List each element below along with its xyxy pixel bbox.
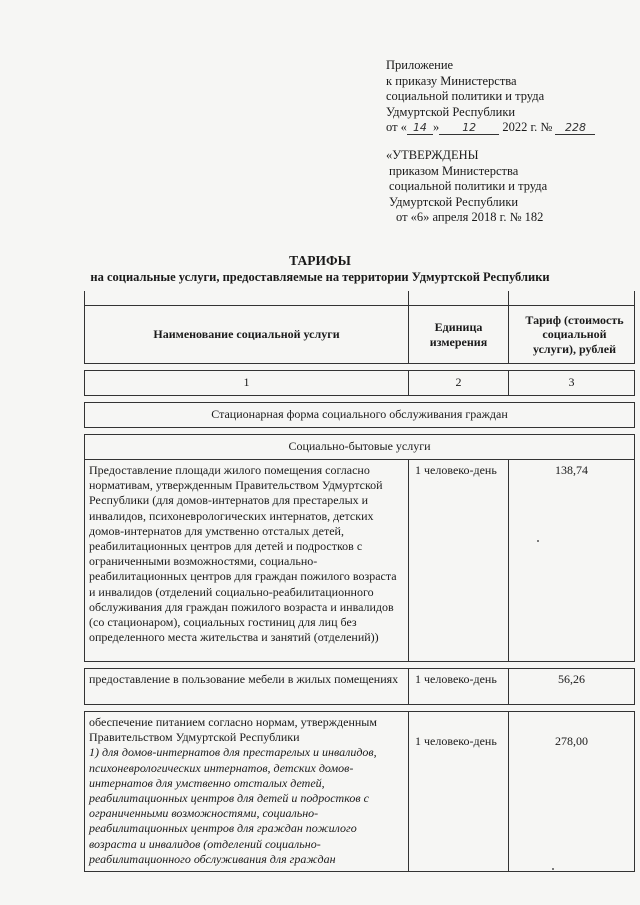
- col-number-3: 3: [509, 371, 635, 396]
- date-mid: »: [432, 120, 440, 134]
- row-service-name: Предоставление площади жилого помещения согласно нормативам, утвержденным Правительством Удмуртской Республики (для домов-интернатов для престарелых и инвалидов, психоневрологических интернатов, детских домов-интернатов для умственно отсталых детей, реабилитационных центров для детей и подростков с ограниченными возможностями, социально-реабилитационных центров для граждан пожилого возраста и инвалидов (отделений социально-реабилитационного обслуживания для граждан пожилого возраста и инвалидов (со стационаром), социальных гостиниц для лиц без определенного места жительства и занятий (отделений)): [85, 460, 409, 662]
- approved-line: от «6» апреля 2018 г. № 182: [396, 210, 544, 224]
- handwritten-day: 14: [407, 122, 433, 135]
- row-tariff: 138,74: [509, 460, 635, 662]
- table-top-edge: [85, 291, 635, 306]
- section-row: [85, 435, 635, 460]
- col-number-2: 2: [409, 371, 509, 396]
- header-service-name: Наименование социальной услуги: [85, 306, 409, 364]
- scan-speck: [552, 868, 554, 870]
- appendix-date-line: [386, 120, 595, 136]
- appendix-line: к приказу Министерства: [386, 73, 517, 88]
- appendix-line: социальной политики и труда: [386, 89, 545, 103]
- row-unit: 1 человеко-день: [409, 712, 509, 872]
- row-service-name: предоставление в пользование мебели в жилых помещениях: [85, 669, 409, 705]
- header-unit: Единица измерения: [409, 306, 509, 364]
- table-gap: [85, 396, 635, 403]
- row-tariff: 56,26: [509, 669, 635, 705]
- appendix-line: Приложение: [386, 58, 454, 72]
- row-unit: 1 человеко-день: [409, 460, 509, 662]
- appendix-block: [386, 58, 595, 136]
- row-service-name-cell: [85, 712, 409, 872]
- table-row: [85, 712, 635, 872]
- col-number-1: 1: [85, 371, 409, 396]
- table-header-row: [85, 306, 635, 364]
- column-number-row: [85, 371, 635, 396]
- table-row: [85, 669, 635, 705]
- scan-speck: [537, 540, 539, 542]
- row-service-subname: 1) для домов-интернатов для престарелых и инвалидов, психоневрологических интернатов, детских домов-интернатов для умственно отсталых детей, реабилитационных центров для детей и подростков с ограниченными возможностями, социально-реабилитационных центров для граждан пожилого возраста и инвалидов (отделений социально-реабилитационного обслуживания для граждан: [89, 745, 377, 866]
- section-row: [85, 403, 635, 428]
- tariff-table: [84, 291, 635, 872]
- tariff-table-wrapper: [84, 291, 634, 872]
- date-prefix: от «: [386, 120, 407, 134]
- approved-line: Удмуртской Республики: [389, 194, 519, 209]
- appendix-line: Удмуртской Республики: [386, 104, 516, 119]
- handwritten-month: 12: [439, 122, 499, 135]
- row-unit: 1 человеко-день: [409, 669, 509, 705]
- approved-line: «УТВЕРЖДЕНЫ: [386, 148, 479, 162]
- table-row: [85, 460, 635, 662]
- table-gap: [85, 705, 635, 712]
- title-sub: на социальные услуги, предоставляемые на территории Удмуртской Республики: [90, 270, 550, 284]
- approved-block: [386, 148, 547, 226]
- row-service-name: обеспечение питанием согласно нормам, утвержденным Правительством Удмуртской Республики: [89, 715, 377, 745]
- table-gap: [85, 364, 635, 371]
- approved-line: приказом Министерства: [389, 163, 519, 178]
- table-gap: [85, 428, 635, 435]
- row-tariff: 278,00: [509, 712, 635, 872]
- header-tariff: Тариф (стоимость социальной услуги), рублей: [509, 306, 635, 364]
- title-main: ТАРИФЫ: [289, 253, 351, 268]
- approved-line: социальной политики и труда: [389, 179, 548, 193]
- table-gap: [85, 662, 635, 669]
- section-inpatient: Стационарная форма социального обслуживания граждан: [85, 403, 635, 428]
- section-social-household: Социально-бытовые услуги: [85, 435, 635, 460]
- document-title: [0, 252, 640, 286]
- date-year: 2022 г. №: [502, 120, 553, 134]
- handwritten-number: 228: [555, 122, 595, 135]
